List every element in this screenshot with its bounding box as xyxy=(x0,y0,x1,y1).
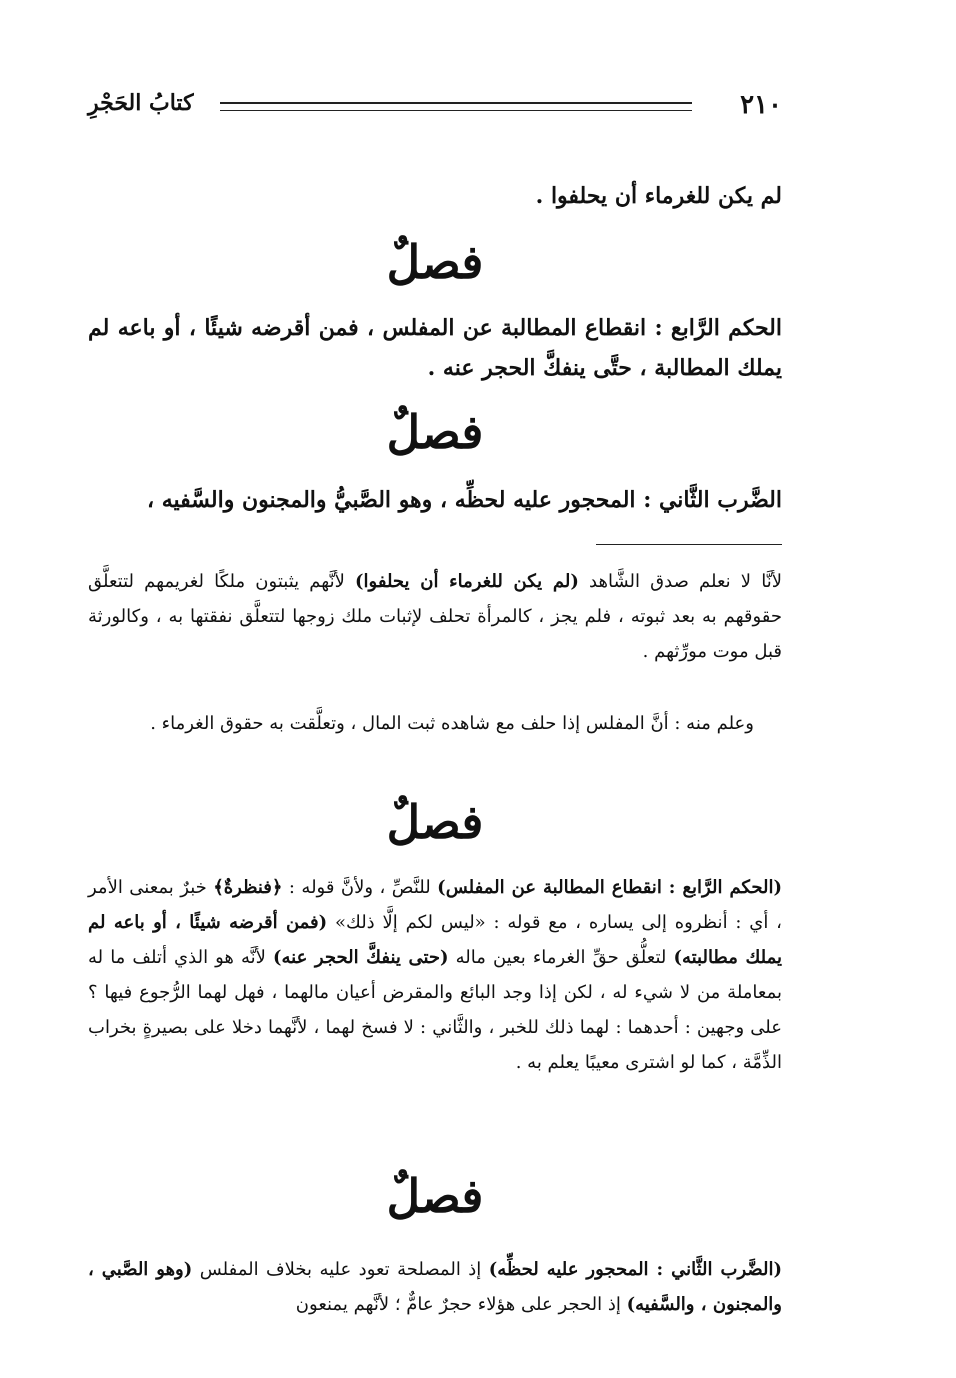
quoted-matn: (الحكم الرَّابع : انقطاع المطالبة عن المفلس) xyxy=(437,877,782,898)
commentary-text: لتعلُّق حقِّ الغرماء بعين ماله xyxy=(448,947,674,968)
commentary-text: لأنَّهم يثبتون ملكًا لغريمهم لتتعلَّق حقوقهم به بعد ثبوته ، فلم يجز ، كالمرأة تحلف لإثبات ملك زوجها لتتعلَّق نفقتها به ، وكالورثة قبل موت مورِّثهم . xyxy=(88,571,782,662)
quoted-matn: (وهو الصَّبي ، والمجنون ، والسَّفيه) xyxy=(88,1259,782,1315)
quoted-matn: (حتى ينفكَّ الحجر عنه) xyxy=(272,947,449,968)
section-heading: فصلٌ xyxy=(386,1169,484,1223)
commentary-text: إذ الحجر على هؤلاء حجرٌ عامٌّ ؛ لأنَّهم يمنعون xyxy=(295,1294,627,1315)
section-heading: فصلٌ xyxy=(386,235,484,289)
main-text-paragraph: الحكم الرَّابع : انقطاع المطالبة عن المفلس ، فمن أقرضه شيئًا ، أو باعه لم يملك المطالبة ، حتَّى ينفكَّ الحجر عنه . xyxy=(88,315,782,381)
running-header xyxy=(88,88,782,128)
commentary-paragraph: وعلم منه : أنَّ المفلس إذا حلف مع شاهده ثبت المال ، وتعلَّقت به حقوق الغرماء . xyxy=(150,713,754,734)
quoted-matn: (لم يكن للغرماء أن يحلفوا) xyxy=(355,571,579,592)
header-rule xyxy=(220,102,692,111)
commentary-paragraph xyxy=(88,1252,782,1322)
section-heading: فصلٌ xyxy=(386,795,484,849)
commentary-text: إذ المصلحة تعود عليه بخلاف المفلس xyxy=(192,1259,489,1280)
section-heading: فصلٌ xyxy=(386,405,484,459)
commentary-text: لأنَّا لا نعلم صدق الشَّاهد xyxy=(578,571,782,592)
page xyxy=(88,0,782,1378)
commentary-paragraph xyxy=(88,870,782,1080)
commentary-paragraph xyxy=(88,564,782,669)
quoted-matn: (فمن أقرضه شيئًا ، أو باعه لم يملك مطالبته) xyxy=(88,912,782,968)
main-text-paragraph: الضَّرب الثَّاني : المحجور عليه لحظِّه ، وهو الصَّبيُّ والمجنون والسَّفيه ، xyxy=(146,487,782,513)
commentary-text: خبرٌ بمعنى الأمر ، أي : أنظروه إلى يساره ، مع قوله : «ليس لكم إلَّا ذلك» xyxy=(88,877,782,933)
commentary-text: لأنَّه هو الذي أتلف ما له بمعاملة من لا شيء له ، لكن إذا وجد البائع والمقرض أعيان مالهما ، فهل لهما الرُّجوع فيها ؟ على وجهين : أحدهما : لهما ذلك للخبر ، والثَّاني : لا فسخ لهما ، لأنَّهما دخلا على بصيرةٍ بخراب الذِّمَّة ، كما لو اشترى معيبًا يعلم به . xyxy=(88,947,782,1073)
commentary-text: للنَّصِّ ، ولأنَّ قوله : xyxy=(282,877,438,898)
page-number: ٢١٠ xyxy=(740,90,782,120)
footnote-divider xyxy=(596,544,782,545)
main-text-paragraph: لم يكن للغرماء أن يحلفوا . xyxy=(535,183,782,209)
quoted-matn: (الضَّرب الثَّاني : المحجور عليه لحظِّه) xyxy=(488,1259,782,1280)
quran-quote: ﴿فنظرةٌ﴾ xyxy=(213,877,283,898)
book-title: كتابُ الحَجْرِ xyxy=(88,90,194,116)
